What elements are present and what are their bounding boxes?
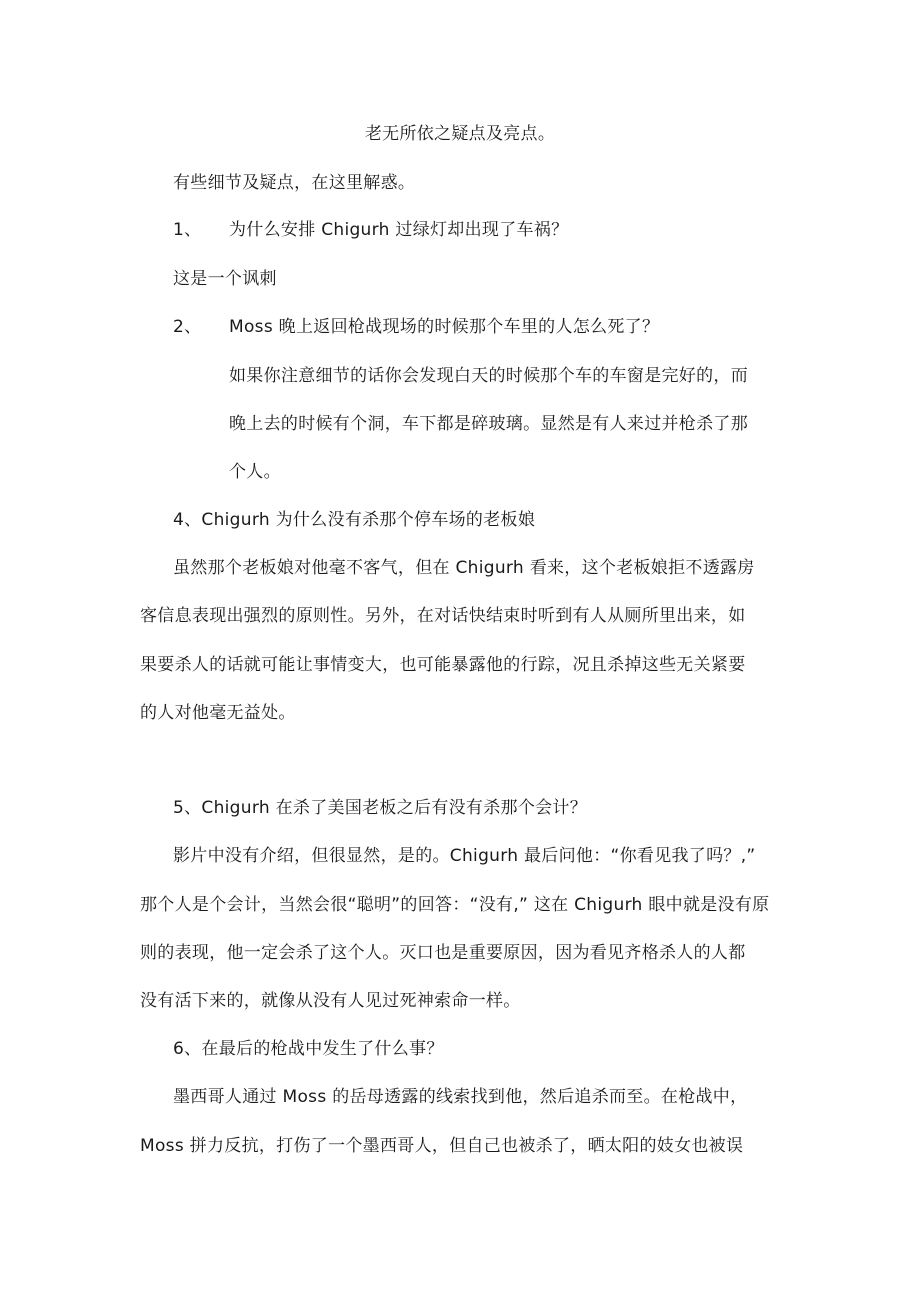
answer-5-line: 影片中没有介绍，但很显然，是的。Chigurh 最后问他：“你看见我了吗？,” (173, 846, 756, 866)
question-1-number: 1、 (173, 220, 202, 240)
document-title: 老无所依之疑点及亮点。 (364, 124, 556, 144)
answer-4-line: 客信息表现出强烈的原则性。另外，在对话快结束时听到有人从厕所里出来，如 (140, 606, 746, 626)
answer-4-line: 的人对他毫无益处。 (140, 703, 296, 723)
intro-paragraph: 有些细节及疑点，在这里解惑。 (173, 173, 416, 193)
answer-6-line: 墨西哥人通过 Moss 的岳母透露的线索找到他，然后追杀而至。在枪战中， (173, 1087, 748, 1107)
answer-1: 这是一个讽刺 (173, 269, 277, 289)
answer-5-line: 那个人是个会计，当然会很“聪明”的回答：“没有,” 这在 Chigurh 眼中就是没有原 (140, 895, 770, 915)
answer-4-line: 虽然那个老板娘对他毫不客气，但在 Chigurh 看来，这个老板娘拒不透露房 (173, 558, 755, 578)
answer-2-line: 如果你注意细节的话你会发现白天的时候那个车的车窗是完好的，而 (229, 366, 748, 386)
question-1-text: 为什么安排 Chigurh 过绿灯却出现了车祸？ (229, 220, 569, 240)
question-4: 4、Chigurh 为什么没有杀那个停车场的老板娘 (173, 510, 536, 530)
question-6: 6、在最后的枪战中发生了什么事？ (173, 1039, 444, 1059)
answer-4-line: 果要杀人的话就可能让事情变大，也可能暴露他的行踪，况且杀掉这些无关紧要 (140, 655, 746, 675)
question-1 (173, 218, 568, 242)
answer-5-line: 则的表现，他一定会杀了这个人。灭口也是重要原因，因为看见齐格杀人的人都 (140, 943, 746, 963)
question-2 (173, 315, 659, 339)
answer-2-line: 晚上去的时候有个洞，车下都是碎玻璃。显然是有人来过并枪杀了那 (229, 414, 748, 434)
answer-2-line: 个人。 (229, 462, 281, 482)
question-2-text: Moss 晚上返回枪战现场的时候那个车里的人怎么死了？ (229, 317, 660, 337)
question-5: 5、Chigurh 在杀了美国老板之后有没有杀那个会计？ (173, 798, 588, 818)
answer-6-line: Moss 拼力反抗，打伤了一个墨西哥人，但自己也被杀了，晒太阳的妓女也被误 (140, 1136, 744, 1156)
question-2-number: 2、 (173, 317, 202, 337)
answer-5-line: 没有活下来的，就像从没有人见过死神索命一样。 (140, 991, 521, 1011)
